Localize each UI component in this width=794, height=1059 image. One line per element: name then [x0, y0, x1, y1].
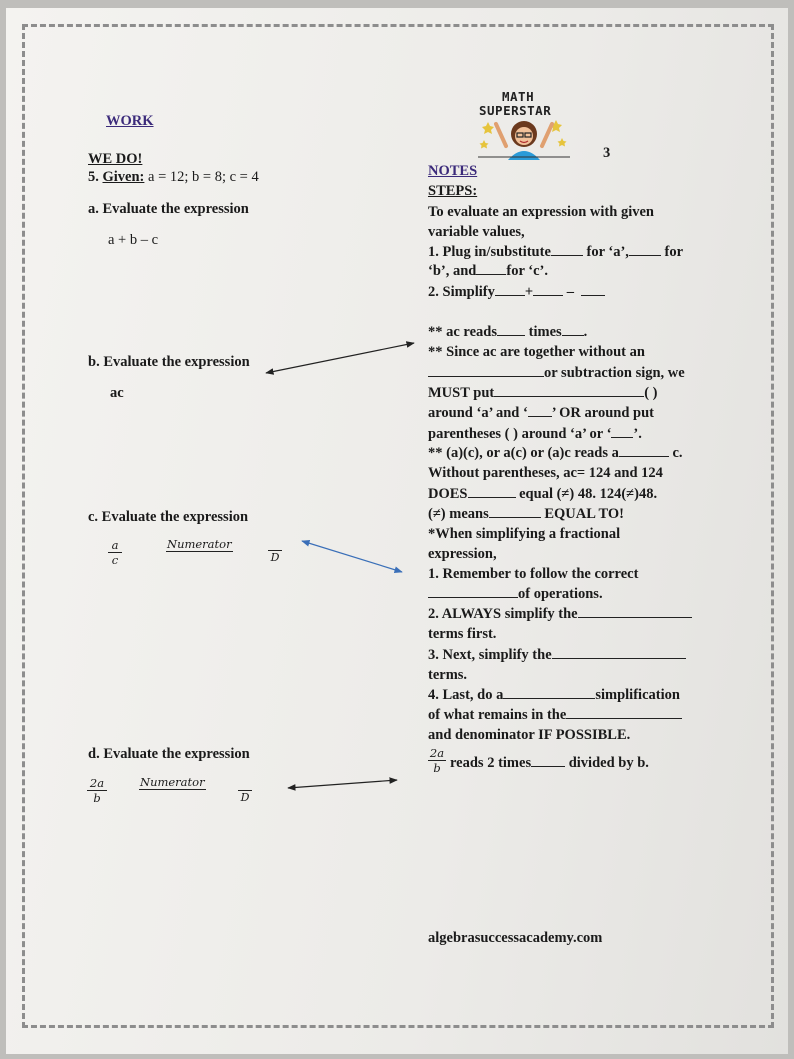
- notes-line-25: of what remains in the: [428, 706, 682, 724]
- notes-line-7: ** Since ac are together without an: [428, 344, 645, 360]
- we-do-heading: WE DO!: [88, 151, 143, 167]
- given-number: 5.: [88, 169, 99, 185]
- part-c-denominator-label: D: [268, 544, 282, 564]
- part-c-fraction-denominator: c: [111, 553, 119, 567]
- part-a-expression: a + b – c: [108, 232, 159, 248]
- steps-heading: STEPS:: [428, 183, 478, 199]
- notes-line-13: Without parentheses, ac= 124 and 124: [428, 465, 663, 481]
- notes-line-8: or subtraction sign, we: [428, 364, 685, 382]
- notes-line-20: 2. ALWAYS simplify the: [428, 605, 692, 623]
- notes-line-15: (≠) means EQUAL TO!: [428, 506, 624, 522]
- notes-line-22: 3. Next, simplify the: [428, 646, 686, 664]
- notes-line-12: ** (a)(c), or a(c) or (a)c reads a c.: [428, 445, 683, 461]
- notes-line-24: 4. Last, do a simplification: [428, 687, 680, 703]
- part-c-numerator-label: Numerator: [167, 537, 232, 551]
- part-d-fraction-denominator: b: [93, 791, 101, 805]
- arrow-d: [288, 780, 397, 788]
- notes-line-3: 1. Plug in/substitute for ‘a’, for: [428, 244, 684, 260]
- part-b-expression: ac: [110, 385, 124, 401]
- notes-line-2: variable values,: [428, 224, 525, 240]
- notes-line-16: *When simplifying a fractional: [428, 526, 621, 542]
- given-values: a = 12; b = 8; c = 4: [148, 169, 259, 185]
- part-a-label: a. Evaluate the expression: [88, 201, 249, 217]
- work-heading: WORK: [106, 113, 154, 129]
- notes-line-14: DOES equal (≠) 48. 124(≠)48.: [428, 486, 658, 502]
- notes-line-17: expression,: [428, 546, 497, 562]
- footer-website: algebrasuccessacademy.com: [428, 930, 603, 946]
- part-d-denominator-label: D: [238, 784, 252, 804]
- notes-line-4: ‘b’, and for ‘c’.: [428, 263, 548, 279]
- notes-line-10: around ‘a’ and ‘ ’ OR around put: [428, 405, 654, 421]
- notes-line-5: 2. Simplify + –: [428, 283, 605, 301]
- logo-line2: SUPERSTAR: [479, 103, 552, 118]
- page-number: 3: [603, 145, 611, 161]
- notes-line-19: of operations.: [428, 585, 603, 603]
- part-d-numerator-label: Numerator: [140, 775, 205, 789]
- notes-line-9: MUST put ( ): [428, 385, 658, 401]
- part-b-label: b. Evaluate the expression: [88, 354, 250, 370]
- arrow-b: [266, 343, 414, 373]
- part-d-label: d. Evaluate the expression: [88, 746, 250, 762]
- part-c-fraction-numerator: a: [108, 538, 122, 553]
- notes-heading: NOTES: [428, 163, 478, 179]
- logo-line1: MATH: [502, 89, 535, 104]
- arrow-c: [302, 541, 402, 572]
- given-label: Given:: [102, 169, 145, 185]
- notes-line-1: To evaluate an expression with given: [428, 204, 654, 220]
- part-c-label: c. Evaluate the expression: [88, 509, 249, 525]
- part-d-fraction-numerator: 2a: [87, 776, 107, 791]
- notes-line-23: terms.: [428, 667, 468, 683]
- notes-line-27: reads 2 times divided by b.: [450, 755, 649, 771]
- notes-line-26: and denominator IF POSSIBLE.: [428, 727, 631, 743]
- notes-line-6: ** ac reads times .: [428, 324, 588, 340]
- notes-line-21: terms first.: [428, 626, 497, 642]
- notes-line-18: 1. Remember to follow the correct: [428, 566, 639, 582]
- notes-line-11: parentheses ( ) around ‘a’ or ‘ ’.: [428, 426, 642, 442]
- notes-fraction: $\frac{2a}{b}$: [429, 746, 445, 775]
